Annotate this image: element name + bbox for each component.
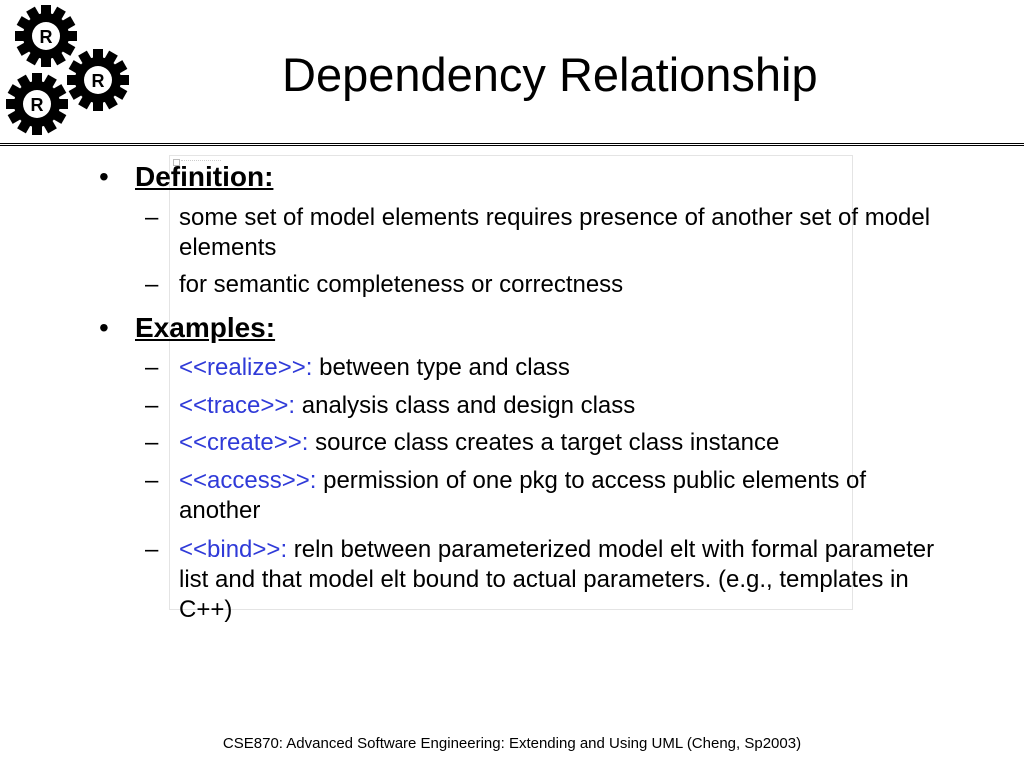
- dash-marker: –: [145, 536, 159, 563]
- stereotype-label: <<realize>>:: [179, 354, 313, 381]
- gear-left: [6, 73, 68, 135]
- definition-item: [145, 270, 949, 300]
- dash-marker: –: [145, 271, 159, 298]
- dash-marker: –: [145, 204, 159, 231]
- definition-item-text: some set of model elements requires presence of another set of model elements: [179, 204, 931, 261]
- example-item: [145, 466, 949, 526]
- examples-heading: Examples:: [135, 312, 276, 343]
- gear-logo-icon: [0, 0, 140, 145]
- definition-heading: Definition:: [135, 161, 274, 192]
- example-item: [145, 353, 949, 383]
- definition-item: [145, 203, 949, 263]
- gear-letter: R: [30, 95, 44, 115]
- gear-letter: R: [91, 71, 105, 91]
- dash-marker: –: [145, 354, 159, 381]
- definition-bullet: [99, 160, 274, 194]
- example-item: [145, 428, 949, 458]
- stereotype-label: <<create>>:: [179, 429, 309, 456]
- gear-letter: R: [39, 27, 53, 47]
- gear-right: [67, 49, 129, 111]
- dash-marker: –: [145, 467, 159, 494]
- example-description: between type and class: [312, 354, 570, 381]
- stereotype-label: <<trace>>:: [179, 392, 296, 419]
- stereotype-label: <<bind>>:: [179, 536, 288, 563]
- bullet-dot: •: [99, 312, 109, 343]
- dash-marker: –: [145, 392, 159, 419]
- example-item: [145, 535, 949, 625]
- example-description: permission of one pkg to access public elements of another: [179, 467, 867, 524]
- stereotype-label: <<access>>:: [179, 467, 317, 494]
- slide-title: Dependency Relationship: [282, 48, 818, 101]
- example-item: [145, 391, 949, 421]
- slide-footer: CSE870: Advanced Software Engineering: Extending and Using UML (Cheng, Sp2003): [222, 735, 802, 752]
- bullet-dot: •: [99, 161, 109, 192]
- gear-top: [15, 5, 77, 67]
- examples-bullet: [99, 311, 276, 345]
- dash-marker: –: [145, 429, 159, 456]
- definition-item-text: for semantic completeness or correctness: [179, 271, 624, 298]
- example-description: reln between parameterized model elt with formal parameter list and that model elt bound to actual parameters. (e.g., templates in C++): [179, 536, 935, 623]
- title-divider: [0, 143, 1024, 146]
- example-description: source class creates a target class instance: [308, 429, 780, 456]
- example-description: analysis class and design class: [295, 392, 636, 419]
